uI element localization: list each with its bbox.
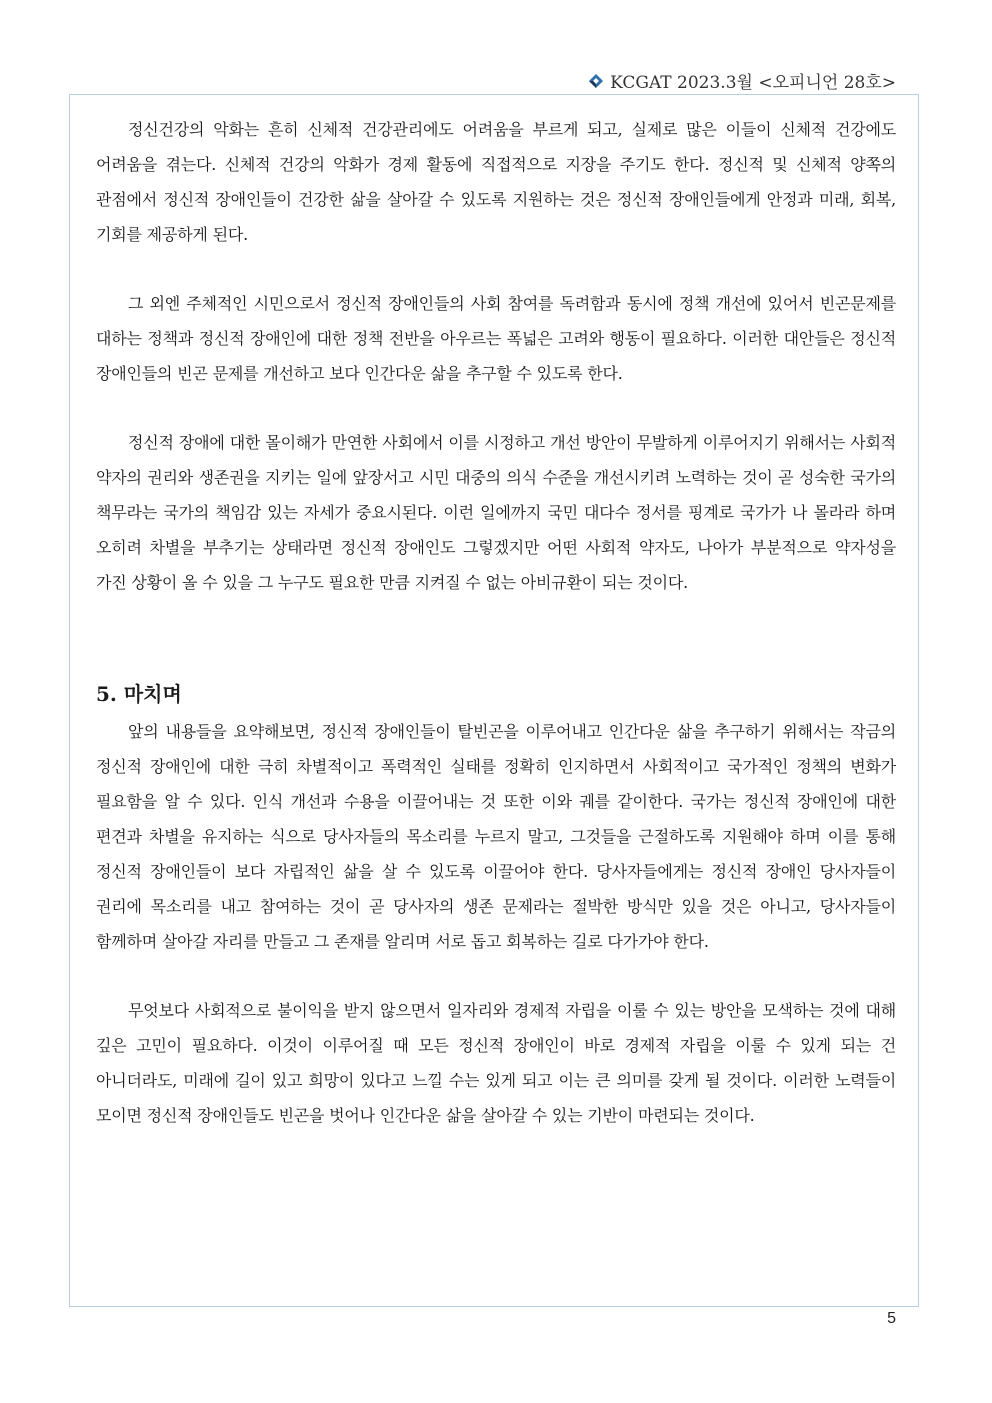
paragraph: 그 외엔 주체적인 시민으로서 정신적 장애인들의 사회 참여를 독려함과 동시에 정책 개선에 있어서 빈곤문제를 대하는 정책과 정신적 장애인에 대한 정책 전반을 아우르는 폭넓은 고려와 행동이 필요하다. 이러한 대안들은 정신적 장애인들의 빈곤 문제를 개선하고 보다 인간다운 삶을 추구할 수 있도록 한다.: [96, 294, 896, 383]
page-header: [588, 68, 896, 93]
paragraph: 앞의 내용들을 요약해보면, 정신적 장애인들이 탈빈곤을 이루어내고 인간다운 삶을 추구하기 위해서는 작금의 정신적 장애인에 대한 극히 차별적이고 폭력적인 실태를 정확히 인지하면서 사회적이고 국가적인 정책의 변화가 필요함을 알 수 있다. 인식 개선과 수용을 이끌어내는 것 또한 이와 궤를 같이한다. 국가는 정신적 장애인에 대한 편견과 차별을 유지하는 식으로 당사자들의 목소리를 누르지 말고, 그것들을 근절하도록 지원해야 하며 이를 통해 정신적 장애인들이 보다 자립적인 삶을 살 수 있도록 이끌어야 한다. 당사자들에게는 정신적 장애인 당사자들이 권리에 목소리를 내고 참여하는 것이 곧 당사자의 생존 문제라는 절박한 방식만 있을 것은 아니고, 당사자들이 함께하며 살아갈 자리를 만들고 그 존재를 알리며 서로 돕고 회복하는 길로 다가가야 한다.: [96, 722, 896, 951]
diamond-logo-icon: [588, 73, 604, 89]
paragraph: 정신건강의 악화는 흔히 신체적 건강관리에도 어려움을 부르게 되고, 실제로 많은 이들이 신체적 건강에도 어려움을 겪는다. 신체적 건강의 악화가 경제 활동에 직접적으로 지장을 주기도 한다. 정신적 및 신체적 양쪽의 관점에서 정신적 장애인들이 건강한 삶을 살아갈 수 있도록 지원하는 것은 정신적 장애인들에게 안정과 미래, 회복, 기회를 제공하게 된다.: [96, 120, 896, 244]
section-title: 5. 마치며: [96, 682, 182, 706]
page-number: 5: [887, 1310, 896, 1327]
paragraph: 정신적 장애에 대한 몰이해가 만연한 사회에서 이를 시정하고 개선 방안이 무발하게 이루어지기 위해서는 사회적 약자의 권리와 생존권을 지키는 일에 앞장서고 시민 대중의 의식 수준을 개선시키려 노력하는 것이 곧 성숙한 국가의 책무라는 국가의 책임감 있는 자세가 중요시된다. 이런 일에까지 국민 대다수 정서를 핑계로 국가가 나 몰라라 하며 오히려 차별을 부추기는 상태라면 정신적 장애인도 그렇겠지만 어떤 사회적 약자도, 나아가 부분적으로 약자성을 가진 상황이 올 수 있을 그 누구도 필요한 만큼 지켜질 수 없는 아비규환이 되는 것이다.: [96, 433, 896, 592]
header-text: KCGAT 2023.3월 <오피니언 28호>: [610, 73, 896, 93]
paragraph: 무엇보다 사회적으로 불이익을 받지 않으면서 일자리와 경제적 자립을 이룰 수 있는 방안을 모색하는 것에 대해 깊은 고민이 필요하다. 이것이 이루어질 때 모든 정신적 장애인이 바로 경제적 자립을 이룰 수 있게 되는 건 아니더라도, 미래에 길이 있고 희망이 있다고 느낄 수는 있게 되고 이는 큰 의미를 갖게 될 것이다. 이러한 노력들이 모이면 정신적 장애인들도 빈곤을 벗어나 인간다운 삶을 살아갈 수 있는 기반이 마련되는 것이다.: [96, 1001, 896, 1125]
document-body: [96, 112, 896, 1133]
